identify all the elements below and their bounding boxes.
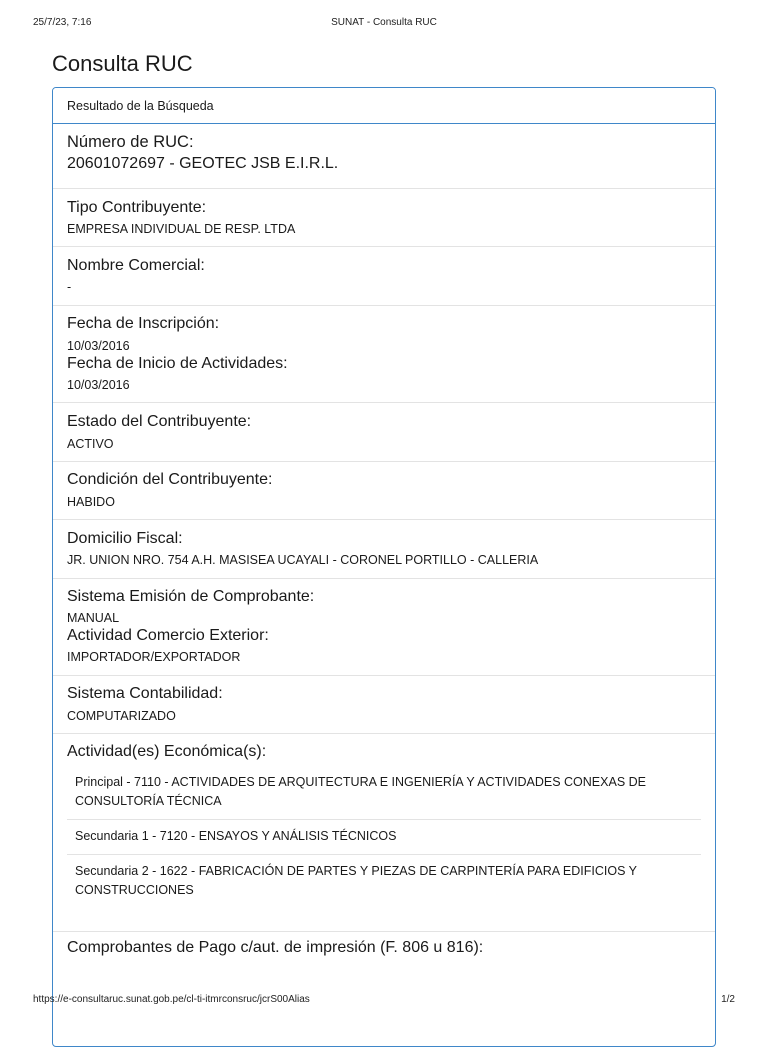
fecha-inscripcion-label: Fecha de Inscripción:: [67, 315, 220, 332]
ruc-label: Número de RUC:: [67, 133, 194, 151]
sistema-emision-section: [53, 579, 715, 676]
contabilidad-section: [53, 676, 715, 734]
print-page-number: 1/2: [721, 994, 735, 1005]
comercio-exterior-label: Actividad Comercio Exterior:: [67, 627, 269, 644]
domicilio-label: Domicilio Fiscal:: [67, 530, 183, 547]
tipo-value: EMPRESA INDIVIDUAL DE RESP. LTDA: [67, 222, 296, 236]
actividades-label: Actividad(es) Económica(s):: [67, 743, 267, 760]
condicion-value: HABIDO: [67, 495, 115, 509]
condicion-section: [53, 462, 715, 520]
panel-heading: Resultado de la Búsqueda: [53, 88, 715, 124]
nombre-label: Nombre Comercial:: [67, 257, 205, 274]
fecha-inicio-label: Fecha de Inicio de Actividades:: [67, 355, 288, 372]
print-url: https://e-consultaruc.sunat.gob.pe/cl-ti-itmrconsruc/jcrS00Alias: [33, 994, 310, 1005]
result-panel: [52, 87, 716, 1047]
print-footer: [33, 994, 735, 1008]
page-title: Consulta RUC: [52, 51, 193, 76]
condicion-label: Condición del Contribuyente:: [67, 471, 273, 488]
estado-section: [53, 403, 715, 462]
contabilidad-value: COMPUTARIZADO: [67, 709, 176, 723]
print-header: [33, 17, 735, 31]
nombre-value: -: [67, 280, 72, 294]
list-item: Secundaria 1 - 7120 - ENSAYOS Y ANÁLISIS TÉCNICOS: [67, 820, 701, 855]
fechas-section: [53, 306, 715, 403]
tipo-section: [53, 189, 715, 247]
sistema-emision-value: MANUAL: [67, 611, 120, 625]
ruc-section: [53, 124, 715, 189]
domicilio-value: JR. UNION NRO. 754 A.H. MASISEA UCAYALI - CORONEL PORTILLO - CALLERIA: [67, 553, 539, 567]
fecha-inicio-value: 10/03/2016: [67, 378, 130, 392]
domicilio-section: [53, 520, 715, 579]
comprobantes-label: Comprobantes de Pago c/aut. de impresión (F. 806 u 816):: [67, 939, 484, 956]
contabilidad-label: Sistema Contabilidad:: [67, 685, 223, 702]
actividades-section: [53, 734, 715, 932]
comprobantes-section: [53, 932, 715, 958]
comercio-exterior-value: IMPORTADOR/EXPORTADOR: [67, 650, 241, 664]
print-datetime: 25/7/23, 7:16: [33, 17, 92, 28]
estado-label: Estado del Contribuyente:: [67, 413, 252, 430]
sistema-emision-label: Sistema Emisión de Comprobante:: [67, 588, 315, 605]
list-item: Principal - 7110 - ACTIVIDADES DE ARQUITECTURA E INGENIERÍA Y ACTIVIDADES CONEXAS DE CONSULTORÍA TÉCNICA: [67, 766, 701, 820]
print-doc-title: SUNAT - Consulta RUC: [331, 17, 437, 28]
estado-value: ACTIVO: [67, 437, 114, 451]
fecha-inscripcion-value: 10/03/2016: [67, 339, 130, 353]
actividades-list: [67, 766, 701, 908]
tipo-label: Tipo Contribuyente:: [67, 199, 207, 216]
ruc-value: 20601072697 - GEOTEC JSB E.I.R.L.: [67, 155, 339, 172]
nombre-section: [53, 247, 715, 306]
list-item: Secundaria 2 - 1622 - FABRICACIÓN DE PARTES Y PIEZAS DE CARPINTERÍA PARA EDIFICIOS Y CONSTRUCCIONES: [75, 864, 637, 897]
